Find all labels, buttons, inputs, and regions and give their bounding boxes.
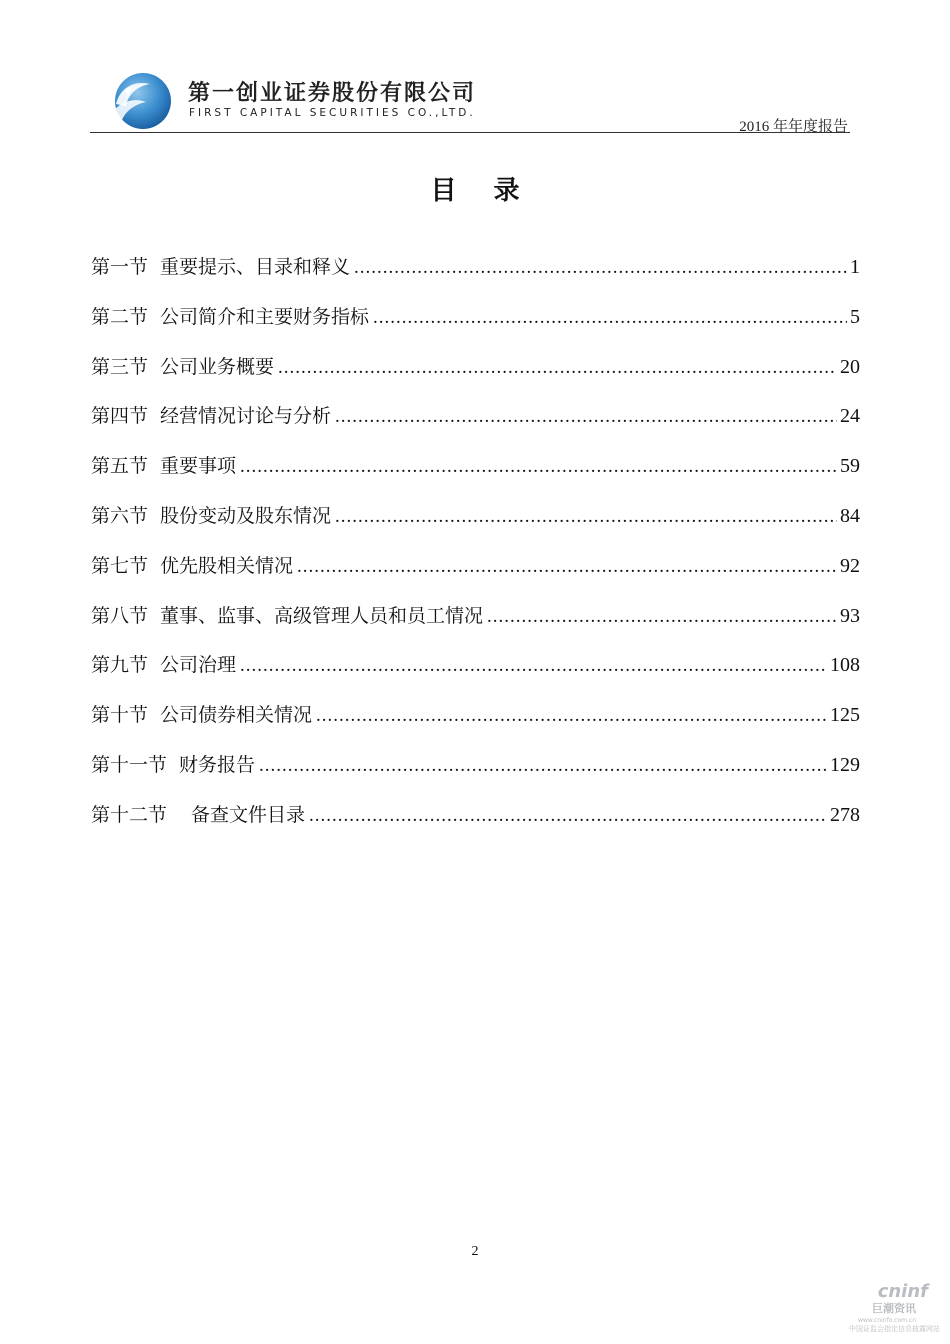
toc-item-label	[91, 298, 369, 336]
toc-section: 第十一节	[91, 753, 168, 776]
toc-item[interactable]	[91, 348, 860, 398]
toc-section: 第七节	[91, 554, 149, 577]
cninfo-subtitle: 中国证监会指定信息披露网站	[849, 1325, 940, 1333]
toc-item[interactable]	[91, 298, 860, 348]
toc-item-label	[91, 248, 350, 286]
toc-page-number: 5	[850, 305, 860, 328]
toc-section: 第十二节	[91, 803, 168, 826]
page-header	[90, 66, 850, 135]
toc-leader-dots	[297, 548, 837, 586]
toc-item[interactable]	[91, 397, 860, 447]
page-title: 目 录	[430, 176, 534, 206]
page-number: 2	[471, 1244, 479, 1259]
toc-leader-dots	[316, 697, 827, 735]
cninfo-watermark	[830, 1282, 940, 1340]
toc-item-label	[91, 397, 331, 435]
toc-section-title: 公司业务概要	[160, 355, 275, 378]
toc-item[interactable]	[91, 746, 860, 796]
toc-section-title: 公司治理	[160, 654, 237, 677]
toc-section-title: 重要事项	[160, 455, 237, 478]
company-name-en: FIRST CAPITAL SECURITIES CO.,LTD.	[189, 107, 476, 119]
toc-section: 第十节	[91, 704, 149, 727]
report-year-label: 2016 年年度报告	[739, 119, 848, 135]
toc-section-title: 财务报告	[179, 753, 256, 776]
toc-leader-dots	[278, 349, 837, 387]
toc-leader-dots	[259, 747, 827, 785]
toc-page-number: 108	[830, 654, 860, 677]
cninfo-url: www.cninfo.com.cn	[857, 1317, 916, 1324]
toc-section: 第三节	[91, 355, 149, 378]
toc-page-number: 24	[840, 405, 860, 428]
toc-item[interactable]	[91, 547, 860, 597]
toc-item[interactable]	[91, 447, 860, 497]
cninfo-logo: cninf	[877, 1281, 928, 1302]
company-name-cn: 第一创业证券股份有限公司	[188, 81, 477, 106]
toc-item-label	[91, 696, 312, 734]
table-of-contents	[91, 248, 860, 846]
toc-section-title: 公司简介和主要财务指标	[160, 305, 370, 328]
toc-page-number: 278	[830, 803, 860, 826]
toc-item[interactable]	[91, 646, 860, 696]
toc-leader-dots	[240, 448, 837, 486]
toc-leader-dots	[354, 249, 847, 287]
toc-leader-dots	[335, 498, 837, 536]
toc-item-label	[91, 746, 255, 784]
toc-item[interactable]	[91, 796, 860, 846]
toc-section: 第八节	[91, 604, 149, 627]
toc-item-label	[91, 497, 331, 535]
header-divider	[90, 132, 850, 133]
toc-section: 第九节	[91, 654, 149, 677]
toc-section: 第二节	[91, 305, 149, 328]
toc-item[interactable]	[91, 696, 860, 746]
toc-section-title: 优先股相关情况	[160, 554, 294, 577]
toc-section-title: 经营情况讨论与分析	[160, 405, 332, 428]
toc-section-title: 重要提示、目录和释义	[160, 256, 351, 278]
toc-page-number: 1	[850, 256, 860, 278]
toc-section-title: 股份变动及股东情况	[160, 504, 332, 527]
toc-item[interactable]	[91, 597, 860, 647]
toc-item-label	[91, 597, 483, 635]
toc-page-number: 125	[830, 704, 860, 727]
toc-item[interactable]	[91, 248, 860, 298]
toc-item-label	[91, 447, 236, 485]
toc-leader-dots	[240, 647, 827, 685]
toc-leader-dots	[335, 398, 837, 436]
toc-section: 第六节	[91, 504, 149, 527]
toc-leader-dots	[487, 598, 837, 636]
toc-item-label	[91, 348, 274, 386]
toc-leader-dots	[309, 797, 827, 835]
toc-page-number: 84	[840, 504, 860, 527]
cninfo-name: 巨潮资讯	[872, 1302, 916, 1315]
toc-item-label	[91, 646, 236, 684]
toc-page-number: 129	[830, 753, 860, 776]
toc-section: 第四节	[91, 405, 149, 428]
toc-item[interactable]	[91, 497, 860, 547]
toc-section-title: 董事、监事、高级管理人员和员工情况	[160, 604, 484, 627]
toc-leader-dots	[373, 299, 847, 337]
toc-page-number: 20	[840, 355, 860, 378]
toc-page-number: 92	[840, 554, 860, 577]
toc-section-title: 备查文件目录	[191, 803, 306, 826]
toc-item-label	[91, 796, 305, 834]
toc-section: 第一节	[91, 256, 149, 278]
toc-page-number: 59	[840, 455, 860, 478]
company-logo-icon	[110, 70, 172, 132]
toc-item-label	[91, 547, 293, 585]
toc-section-title: 公司债券相关情况	[160, 704, 313, 727]
toc-page-number: 93	[840, 604, 860, 627]
toc-section: 第五节	[91, 455, 149, 478]
